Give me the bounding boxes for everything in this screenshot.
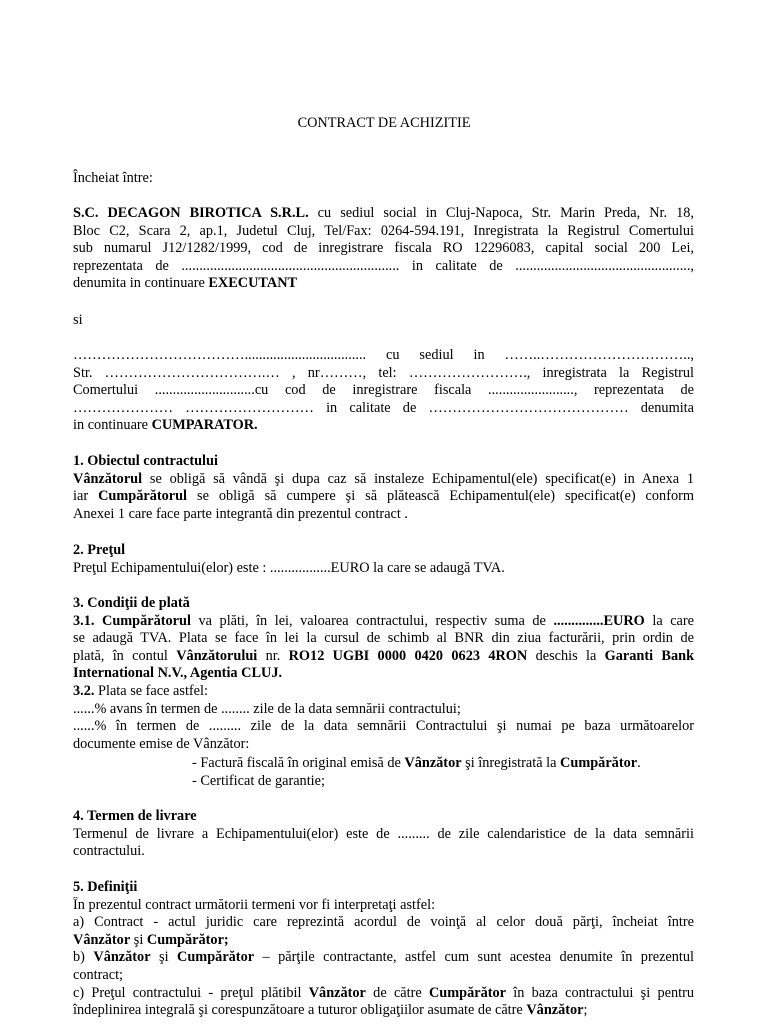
cumparator-paragraph [73,347,694,435]
cumparator-line-4: ………………… ……………………… in calitate de …………………………………… denumita [73,399,694,416]
section-5 [73,879,694,1020]
section-1-heading: 1. Obiectul contractului [73,453,218,469]
section-3-line-6: ......% avans în termen de ........ zile de la data semnării contractului; [73,700,461,717]
cumparator-line-3: Comertului ............................cu cod de inregistrare fiscala ........................, reprezentata de [73,382,694,399]
cumparator-line-1: ……………………………….................................. cu sediul in ……..………………………….., [73,347,694,363]
section-2-heading: 2. Preţul [73,542,126,558]
section-4-heading: 4. Termen de livrare [73,808,197,824]
document-bullet-certificate: - Certificat de garantie; [192,772,325,789]
section-5-line-5: contract; [73,966,124,983]
section-3-heading: 3. Condiţii de plată [73,595,190,611]
document-title: CONTRACT DE ACHIZITIE [297,115,471,131]
bank-account-number: RO12 UGBI 0000 0420 0623 4RON [288,647,528,664]
section-1-line-2: iar Cumpărătorul se obligă să cumpere şi să plătească Echipamentul(ele) specificat(e) conform [73,488,694,505]
cumparator-line-2: Str. …………………………….… , nr………, tel: ……………………., inregistrata la Registrul [73,364,694,381]
cumparator-line-5: in continuare CUMPARATOR. [73,417,258,434]
section-3-line-8: documente emise de Vânzător: [73,735,250,752]
document-bullet-invoice: - Factură fiscală în original emisă de Vânzător şi înregistrată la Cumpărător. - Certificat de garantie; [192,755,712,790]
section-5-line-6: c) Preţul contractului - preţul plătibil Vânzător de către Cumpărător în baza contractului şi pentru [73,984,694,1001]
section-4-line-1: Termenul de livrare a Echipamentului(elor) este de ......... de zile calendaristice de la data semnării [73,825,694,842]
section-1-line-1: Vânzătorul se obligă să vândă şi dupa caz să instaleze Echipamentul(ele) specificat(e) in Anexa 1 [73,470,694,487]
section-5-heading: 5. Definiţii [73,879,138,895]
section-3-line-5: 3.2. Plata se face astfel: [73,682,208,699]
section-5-line-7: îndeplinirea integrală şi corespunzătoare a tuturor obligaţiilor asumate de către Vânzător; [73,1002,588,1019]
section-5-line-4: b) Vânzător şi Cumpărător – părţile contractante, astfel cum sunt acestea denumite în prezentul [73,949,694,966]
executant-company-name: S.C. DECAGON BIROTICA S.R.L. [73,205,309,221]
executant-line-1: S.C. DECAGON BIROTICA S.R.L. cu sediul social in Cluj-Napoca, Str. Marin Preda, Nr. 18, [73,205,694,221]
executant-label: EXECUTANT [208,275,298,292]
section-3-line-1: 3.1. Cumpărătorul va plăti, în lei, valoarea contractului, respectiv suma de ..............EURO la care [73,612,695,629]
section-3-line-2: se adaugă TVA. Plata se face în lei la cursul de schimb al BNR din ziua facturării, prin ordin de [73,630,694,647]
executant-line-3: sub numarul J12/1282/1999, cod de inregistrare fiscala RO 12296083, capital social 200 Lei, [73,240,694,257]
section-3 [73,595,694,753]
section-3-line-3: plată, în contul Vânzătorului nr. RO12 UGBI 0000 0420 0623 4RON deschis la Garanti Bank [73,647,695,664]
intro-text: Încheiat între: [73,170,153,186]
section-1-line-3: Anexei 1 care face parte integrantă din prezentul contract . [73,505,408,522]
section-5-line-1: În prezentul contract următorii termeni vor fi interpretaţi astfel: [73,896,436,913]
section-2 [73,542,694,577]
executant-paragraph [73,205,694,293]
section-2-line-1: Preţul Echipamentului(elor) este : .................EURO la care se adaugă TVA. [73,559,505,576]
executant-line-5: denumita in continuare EXECUTANT [73,275,298,292]
section-3-line-4: International N.V., Agentia CLUJ. [73,665,283,682]
section-5-line-3: Vânzător şi Cumpărător; [73,931,229,948]
section-1 [73,453,694,523]
section-4-line-2: contractului. [73,843,145,860]
section-3-line-7: ......% în termen de ......... zile de la data semnării Contractului şi numai pe baza următoarelor [73,718,694,735]
executant-line-4: reprezentata de ............................................................. in calitate de ................................................., [73,257,694,274]
executant-line-2: Bloc C2, Scara 2, ap.1, Judetul Cluj, Tel/Fax: 0264-594.191, Inregistrata la Registrul Comertului [73,222,694,239]
section-4 [73,808,694,861]
cumparator-label: CUMPARATOR. [151,417,258,434]
section-5-line-2: a) Contract - actul juridic care reprezintă acordul de voinţă al celor două părţi, încheiat între [73,914,694,931]
si-conjunction: si [73,312,83,328]
